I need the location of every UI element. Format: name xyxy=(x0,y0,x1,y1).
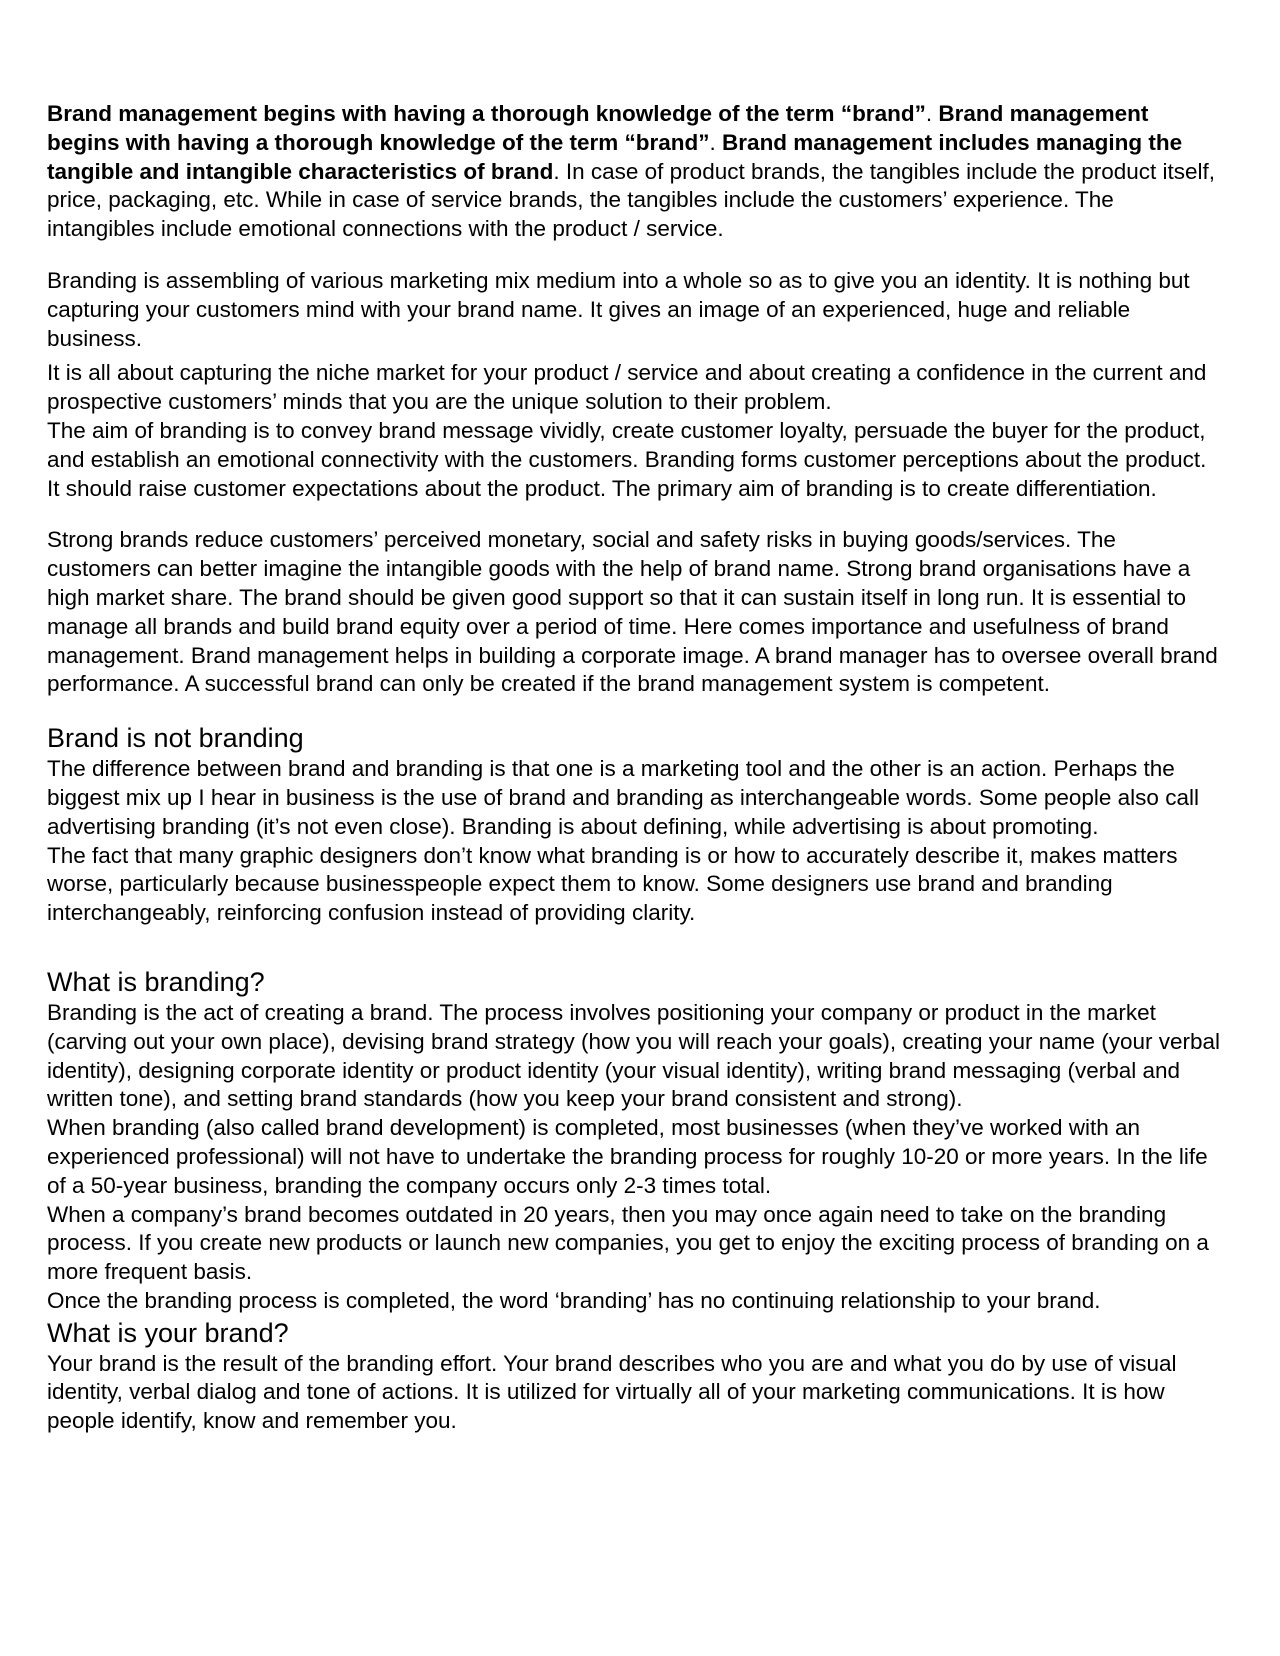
section-heading-brand-is-not-branding: Brand is not branding xyxy=(47,723,304,754)
paragraph-process-completed: Once the branding process is completed, the word ‘branding’ has no continuing relationship to your brand. xyxy=(47,1287,1101,1313)
intro-bold-1: Brand management begins with having a thorough knowledge of the term “brand” xyxy=(47,101,926,126)
paragraph-outdated-brand: When a company’s brand becomes outdated in 20 years, then you may once again need to take on the branding process. If you create new products or launch new companies, you get to enjoy the exciting process of branding on a more frequent basis. xyxy=(47,1201,1209,1285)
intro-separator-1: . xyxy=(925,101,939,126)
paragraph-act-of-creating: Branding is the act of creating a brand. The process involves positioning your company or product in the market (carving out your own place), devising brand strategy (how you will reach your goals), creating your name (your verbal identity), designing corporate identity or product identity (your visual identity), writing brand messaging (verbal and written tone), and setting brand standards (how you keep your brand consistent and strong). xyxy=(47,999,1221,1112)
section-heading-what-is-your-brand: What is your brand? xyxy=(47,1317,289,1348)
intro-bold-3: Brand management includes managing the tangible and intangible characteristics of brand xyxy=(47,129,1183,184)
paragraph-branding-assembling: Branding is assembling of various marketing mix medium into a whole so as to give you an identity. It is nothing but capturing your customers mind with your brand name. It gives an image of an experienced, huge and reliable business. xyxy=(47,267,1190,351)
paragraph-brand-development: When branding (also called brand development) is completed, most businesses (when they’ve worked with an experienced professional) will not have to undertake the branding process for roughly 10-20 or more years. In the life of a 50-year business, branding the company occurs only 2-3 times total. xyxy=(47,1115,1208,1198)
document-page xyxy=(47,100,1225,1436)
paragraph-strong-brands: Strong brands reduce customers’ perceived monetary, social and safety risks in buying goods/services. The customers can better imagine the intangible goods with the help of brand name. Strong brand organisations have a high market share. The brand should be given good support so that it can sustain itself in long run. It is essential to manage all brands and build brand equity over a period of time. Here comes importance and usefulness of brand management. Brand management helps in building a corporate image. A brand manager has to oversee overall brand performance. A successful brand can only be created if the brand management system is competent. xyxy=(47,527,1218,697)
paragraph-your-brand: Your brand is the result of the branding effort. Your brand describes who you are and what you do by use of visual identity, verbal dialog and tone of actions. It is utilized for virtually all of your marketing communications. It is how people identify, know and remember you. xyxy=(47,1350,1177,1434)
intro-bold-2: Brand management begins with having a thorough knowledge of the term “brand” xyxy=(47,101,1149,155)
intro-separator-2: . xyxy=(709,129,723,155)
paragraph-niche-market: It is all about capturing the niche market for your product / service and about creating a confidence in the current and prospective customers’ minds that you are the unique solution to their problem. xyxy=(47,360,1207,415)
paragraph-difference: The difference between brand and branding is that one is a marketing tool and the other is an action. Perhaps the biggest mix up I hear in business is the use of brand and branding as interchangeable words. Some people also call advertising branding (it’s not even close). Branding is about defining, while advertising is about promoting. xyxy=(47,756,1199,839)
paragraph-aim-of-branding: The aim of branding is to convey brand message vividly, create customer loyalty, persuade the buyer for the product, and establish an emotional connectivity with the customers. Branding forms customer perceptions about the product. It should raise customer expectations about the product. The primary aim of branding is to create differentiation. xyxy=(47,417,1207,501)
section-heading-what-is-branding: What is branding? xyxy=(47,966,265,997)
intro-paragraph xyxy=(47,100,1225,244)
paragraph-graphic-designers: The fact that many graphic designers don’t know what branding is or how to accurately describe it, makes matters worse, particularly because businesspeople expect them to know. Some designers use brand and branding interchangeably, reinforcing confusion instead of providing clarity. xyxy=(47,842,1178,926)
intro-rest: . In case of product brands, the tangibles include the product itself, price, packaging, etc. While in case of service brands, the tangibles include the customers’ experience. The intangibles include emotional connections with the product / service. xyxy=(47,158,1216,242)
